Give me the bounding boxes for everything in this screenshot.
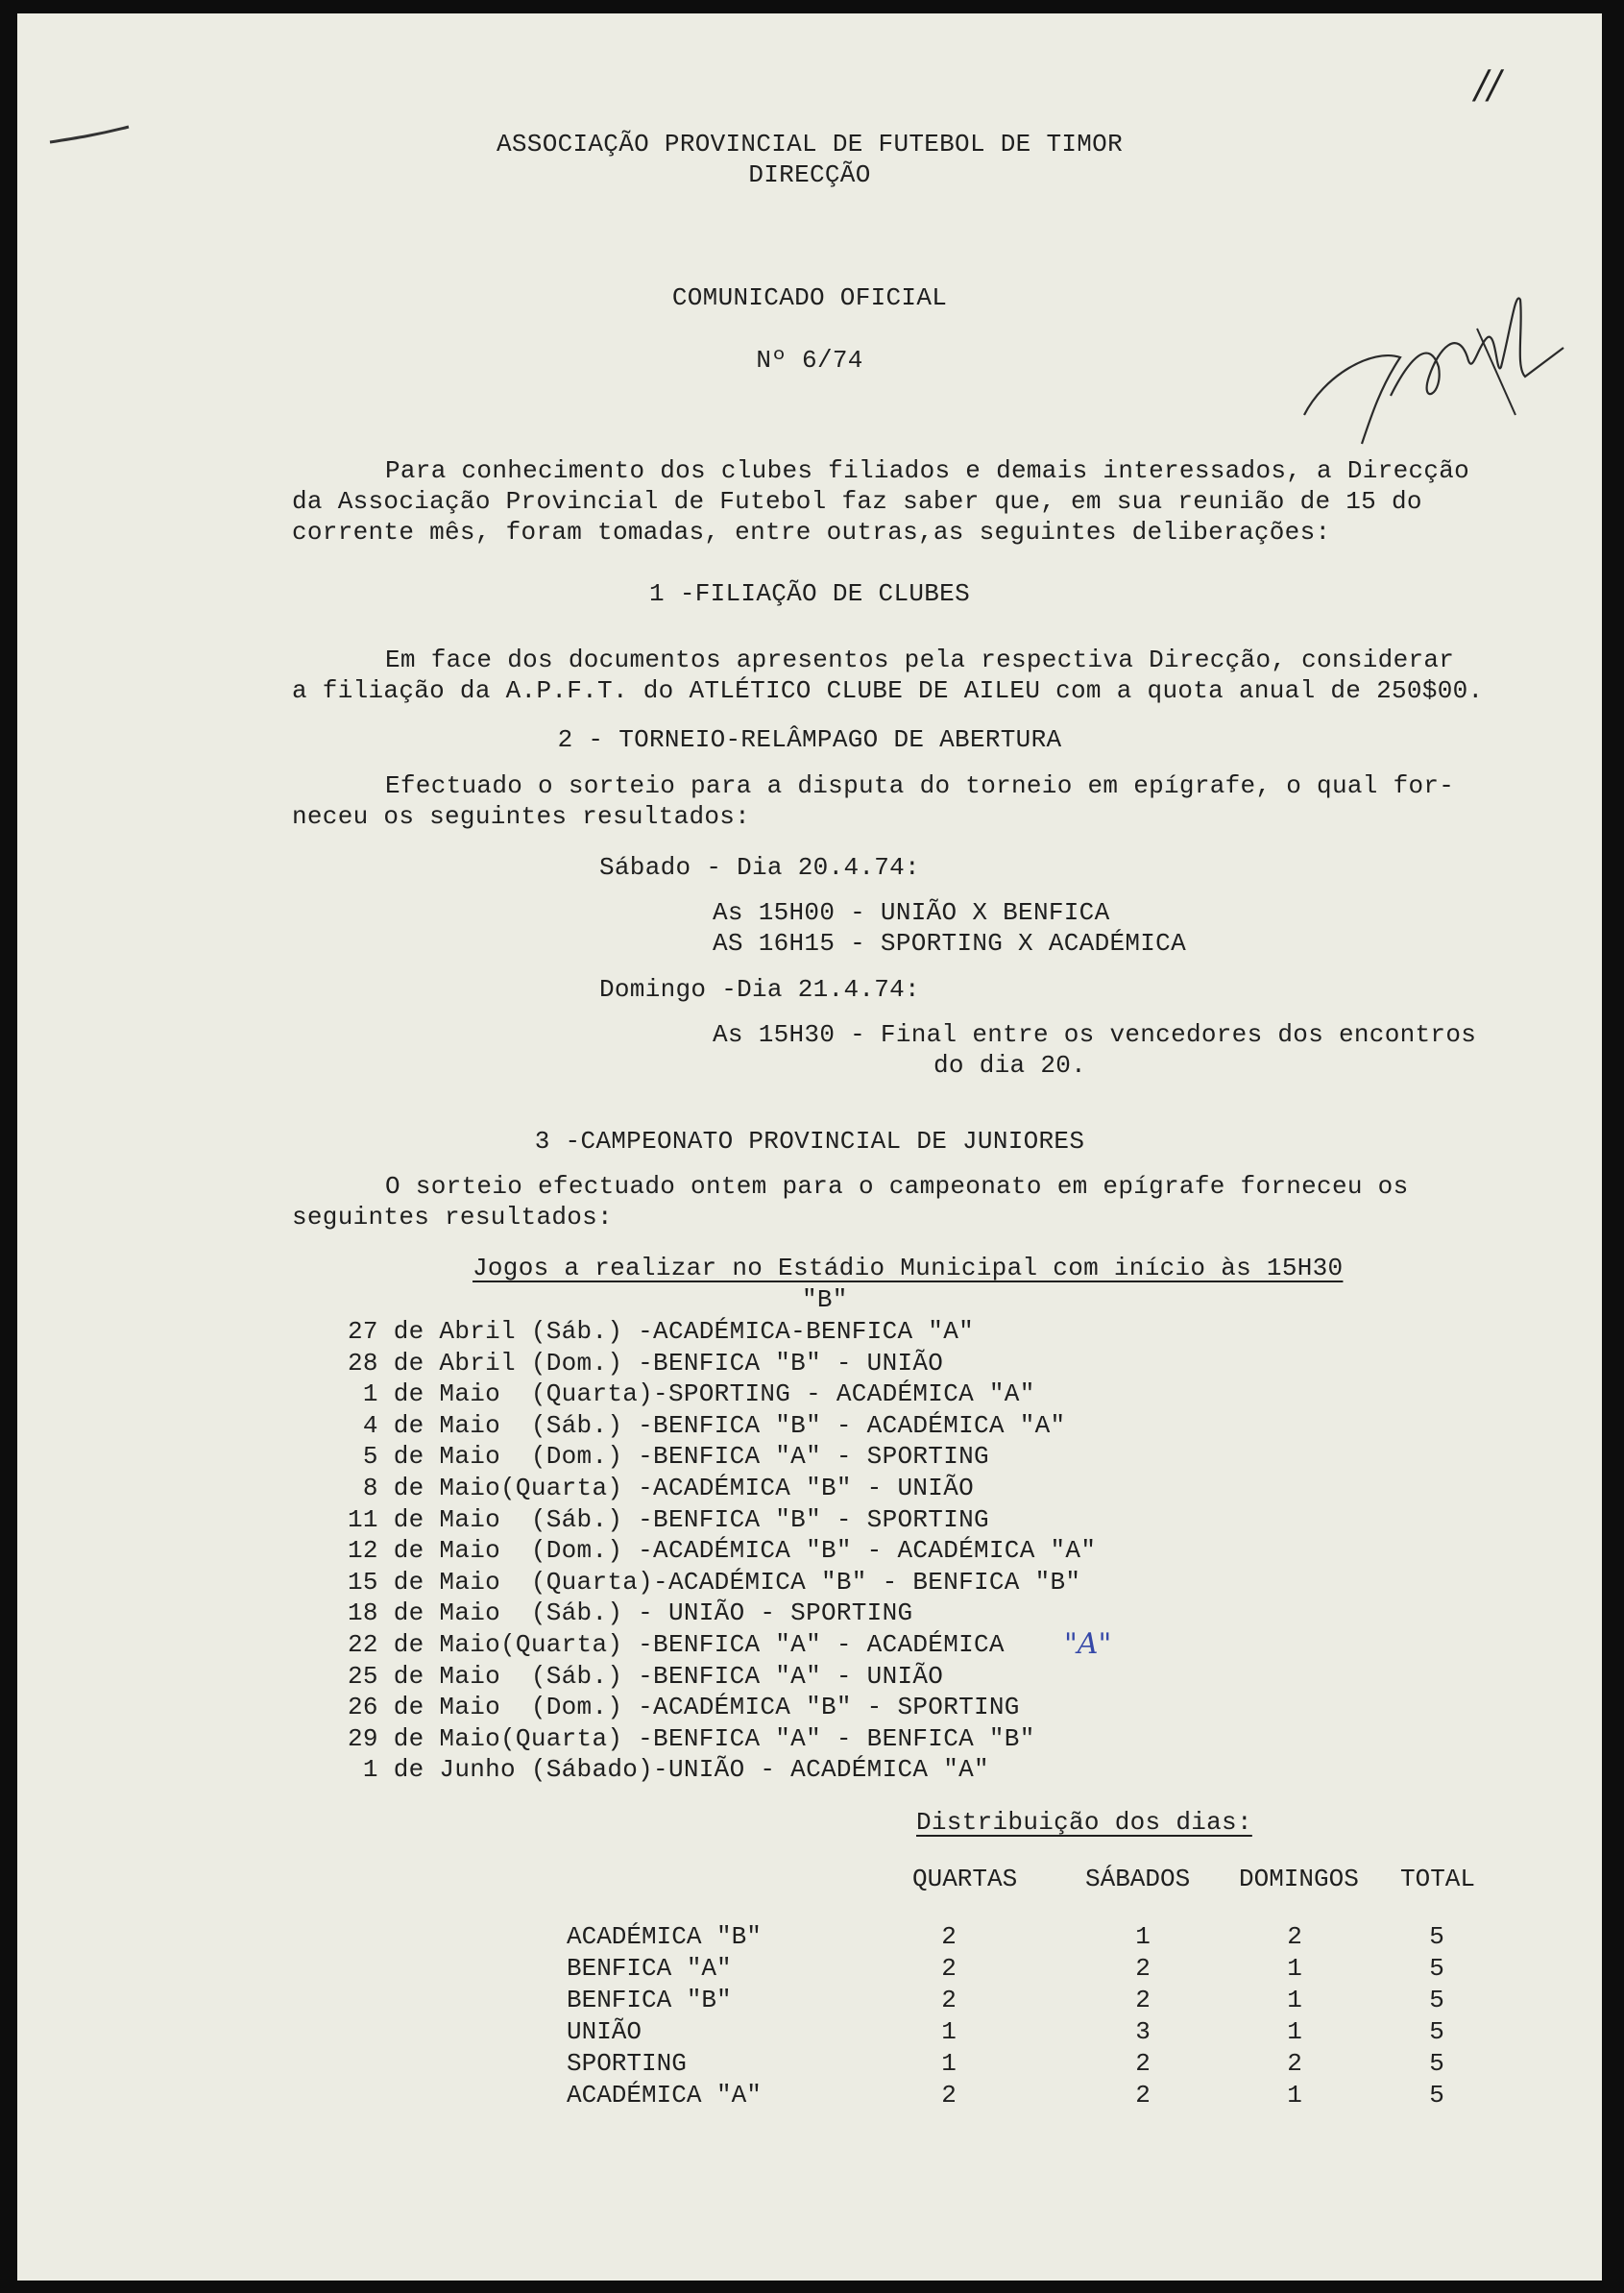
group-mark: "B": [802, 1285, 848, 1314]
intro-line: Para conhecimento dos clubes filiados e demais interessados, a Direcção: [385, 456, 1470, 485]
intro-line: corrente mês, foram tomadas, entre outras,as seguintes deliberações:: [292, 518, 1331, 547]
paragraph-line: a filiação da A.P.F.T. do ATLÉTICO CLUBE DE AILEU com a quota anual de 250$00.: [292, 676, 1484, 705]
match-line: do dia 20.: [933, 1051, 1087, 1080]
paragraph-line: Efectuado o sorteio para a disputa do torneio em epígrafe, o qual for-: [385, 771, 1455, 800]
signature: [1285, 271, 1573, 463]
table-cell: 2: [941, 1954, 957, 1983]
document-number: Nº 6/74: [756, 346, 863, 375]
fixture-row: 27 de Abril (Sáb.) -ACADÉMICA-BENFICA "A": [348, 1317, 975, 1346]
table-cell: 2: [941, 1922, 957, 1951]
table-column-header: TOTAL: [1400, 1865, 1476, 1893]
org-name: ASSOCIAÇÃO PROVINCIAL DE FUTEBOL DE TIMOR: [496, 130, 1123, 159]
fixture-row: 11 de Maio (Sáb.) -BENFICA "B" - SPORTING: [348, 1504, 989, 1534]
section-heading: 1 -FILIAÇÃO DE CLUBES: [649, 579, 970, 608]
table-cell: 5: [1429, 2017, 1444, 2046]
venue-heading: Jogos a realizar no Estádio Municipal com início às 15H30: [473, 1254, 1344, 1282]
fixture-row: 12 de Maio (Dom.) -ACADÉMICA "B" - ACADÉMICA "A": [348, 1536, 1097, 1566]
table-cell: 5: [1429, 1954, 1444, 1983]
document-page: [17, 13, 1602, 2281]
distribution-title: Distribuição dos dias:: [916, 1808, 1252, 1837]
table-cell: 1: [941, 2017, 957, 2046]
fixture-row: 1 de Maio (Quarta)-SPORTING - ACADÉMICA "A": [348, 1379, 1035, 1409]
table-cell: 1: [1287, 1954, 1302, 1983]
match-day: Sábado - Dia 20.4.74:: [599, 853, 920, 882]
table-column-header: SÁBADOS: [1085, 1865, 1191, 1893]
match-day: Domingo -Dia 21.4.74:: [599, 975, 920, 1004]
fixture-row: 15 de Maio (Quarta)-ACADÉMICA "B" - BENFICA "B": [348, 1567, 1081, 1597]
table-cell: 1: [1287, 2081, 1302, 2110]
fixture-row: 4 de Maio (Sáb.) -BENFICA "B" - ACADÉMICA "A": [348, 1410, 1066, 1440]
table-column-header: DOMINGOS: [1239, 1865, 1359, 1893]
document-title: COMUNICADO OFICIAL: [671, 283, 948, 312]
intro-line: da Associação Provincial de Futebol faz saber que, em sua reunião de 15 do: [292, 487, 1422, 516]
table-cell: 2: [1287, 2049, 1302, 2078]
table-cell: 5: [1429, 2081, 1444, 2110]
department: DIRECÇÃO: [748, 160, 871, 189]
table-cell: 1: [1287, 2017, 1302, 2046]
table-cell: 5: [1429, 2049, 1444, 2078]
table-cell: 2: [1135, 1954, 1151, 1983]
table-row-label: ACADÉMICA "B": [567, 1922, 762, 1951]
fixture-row: 26 de Maio (Dom.) -ACADÉMICA "B" - SPORTING: [348, 1693, 1020, 1722]
fixture-row: 5 de Maio (Dom.) -BENFICA "A" - SPORTING: [348, 1442, 989, 1472]
fixture-row: 28 de Abril (Dom.) -BENFICA "B" - UNIÃO: [348, 1348, 944, 1378]
table-cell: 2: [941, 1986, 957, 2014]
table-column-header: QUARTAS: [912, 1865, 1018, 1893]
match-line: As 15H30 - Final entre os vencedores dos encontros: [713, 1020, 1477, 1049]
table-cell: 1: [941, 2049, 957, 2078]
table-row-label: UNIÃO: [567, 2017, 642, 2046]
fixture-row: 22 de Maio(Quarta) -BENFICA "A" - ACADÉMICA: [348, 1630, 1005, 1659]
match-line: AS 16H15 - SPORTING X ACADÉMICA: [713, 929, 1186, 958]
table-cell: 2: [1135, 2049, 1151, 2078]
handwritten-note: "A": [1064, 1627, 1112, 1661]
section-heading: 2 - TORNEIO-RELÂMPAGO DE ABERTURA: [557, 725, 1062, 754]
fixture-row: 29 de Maio(Quarta) -BENFICA "A" - BENFICA "B": [348, 1723, 1035, 1753]
corner-mark: //: [1475, 63, 1501, 108]
paragraph-line: neceu os seguintes resultados:: [292, 802, 751, 831]
table-cell: 1: [1287, 1986, 1302, 2014]
table-row-label: SPORTING: [567, 2049, 687, 2078]
table-cell: 3: [1135, 2017, 1151, 2046]
table-cell: 2: [1287, 1922, 1302, 1951]
table-cell: 2: [941, 2081, 957, 2110]
match-line: As 15H00 - UNIÃO X BENFICA: [713, 898, 1110, 927]
fixture-row: 8 de Maio(Quarta) -ACADÉMICA "B" - UNIÃO: [348, 1474, 975, 1502]
table-row-label: BENFICA "B": [567, 1986, 732, 2014]
fixture-row: 18 de Maio (Sáb.) - UNIÃO - SPORTING: [348, 1598, 913, 1628]
table-cell: 5: [1429, 1986, 1444, 2014]
table-cell: 2: [1135, 2081, 1151, 2110]
table-row-label: BENFICA "A": [567, 1954, 732, 1983]
fixture-row: 25 de Maio (Sáb.) -BENFICA "A" - UNIÃO: [348, 1661, 944, 1691]
paragraph-line: O sorteio efectuado ontem para o campeonato em epígrafe forneceu os: [385, 1172, 1409, 1201]
section-heading: 3 -CAMPEONATO PROVINCIAL DE JUNIORES: [534, 1127, 1085, 1156]
table-row-label: ACADÉMICA "A": [567, 2081, 762, 2110]
fixture-row: 1 de Junho (Sábado)-UNIÃO - ACADÉMICA "A": [348, 1755, 989, 1785]
paragraph-line: seguintes resultados:: [292, 1203, 613, 1232]
table-cell: 2: [1135, 1986, 1151, 2014]
paragraph-line: Em face dos documentos apresentos pela respectiva Direcção, considerar: [385, 646, 1455, 674]
table-cell: 1: [1135, 1922, 1151, 1951]
table-cell: 5: [1429, 1922, 1444, 1951]
